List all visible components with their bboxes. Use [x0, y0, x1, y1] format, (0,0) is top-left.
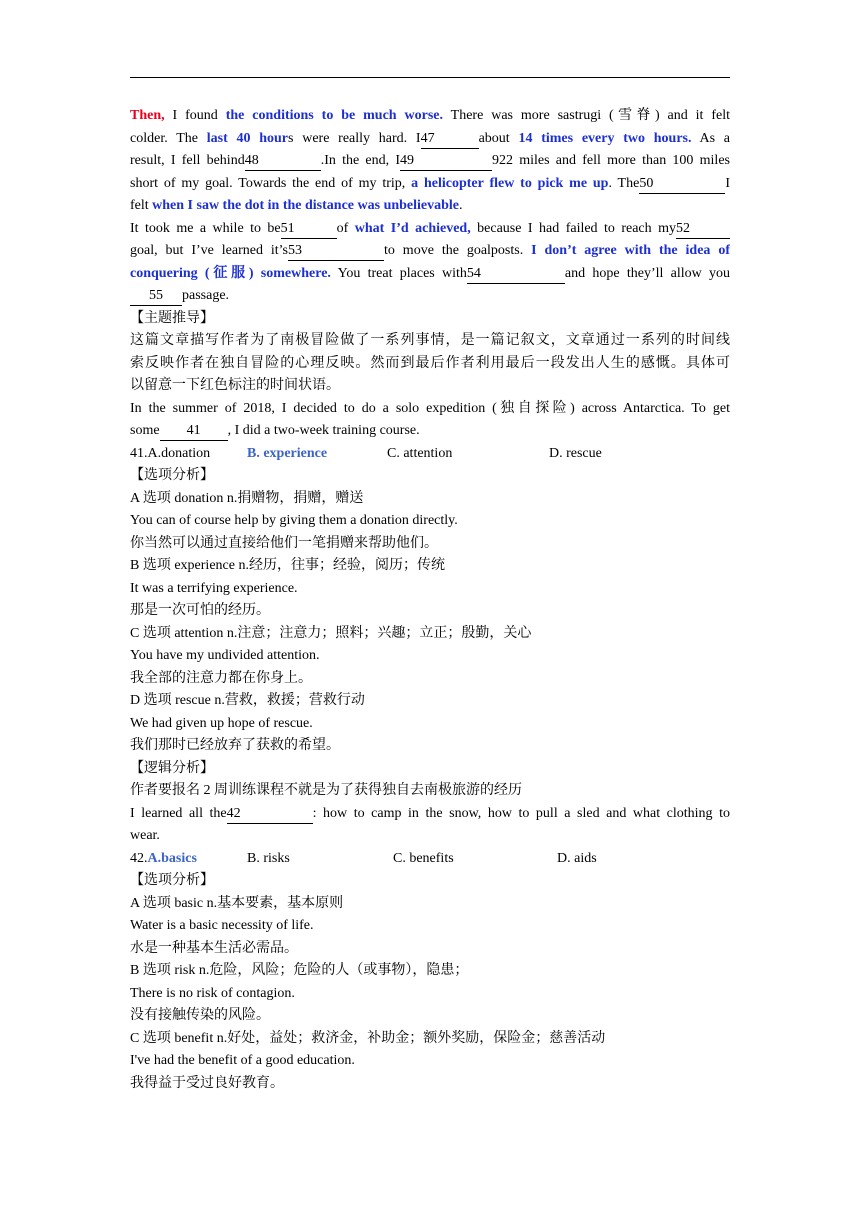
q41-intro-2 [130, 420, 730, 443]
text: about [478, 130, 519, 146]
highlight: when I saw the dot in the distance was unbelievable [152, 198, 460, 213]
blank-47: 47 [421, 130, 479, 149]
blank-41: 41 [160, 422, 228, 441]
blank-48: 48 [245, 152, 321, 171]
header-rule [130, 77, 730, 78]
q42-a-zh: 水是一种基本生活必需品。 [130, 940, 298, 956]
option-a-answer: A.basics [147, 850, 197, 866]
text: . [459, 198, 463, 213]
option-d: D. aids [557, 850, 597, 866]
q41-a-zh: 你当然可以通过直接给他们一笔捐赠来帮助他们。 [130, 535, 438, 551]
option-number: 42. [130, 850, 148, 866]
theme-line-2: 索反映作者在独自冒险的心理反映。然而到最后作者利用最后一段发出人生的感慨。具体可 [130, 355, 730, 371]
text: : how to camp in the snow, how to pull a sled and what clothing to [312, 805, 730, 821]
blank-54: 54 [467, 265, 565, 284]
blank-52: 52 [676, 220, 730, 239]
blank-49: 49 [400, 152, 492, 171]
text: There was more sastrugi (雪脊) and it felt [443, 108, 730, 123]
q42-b-def: B 选项 risk n.危险，风险；危险的人（或事物），隐患； [130, 963, 469, 978]
q42-b-en: There is no risk of contagion. [130, 985, 295, 1001]
time-marker: Then, [130, 108, 165, 123]
q41-a-en: You can of course help by giving them a donation directly. [130, 513, 458, 528]
q42-intro-2: wear. [130, 828, 160, 843]
q41-c-zh: 我全部的注意力都在你身上。 [130, 670, 312, 686]
text: colder. The [130, 130, 207, 146]
text: of [336, 220, 355, 236]
q42-options [130, 848, 730, 871]
q41-b-zh: 那是一次可怕的经历。 [130, 603, 270, 618]
passage-line-8 [130, 263, 730, 286]
theme-heading: 【主题推导】 [130, 310, 214, 326]
text: , I did a two-week training course. [227, 423, 420, 438]
q41-d-en: We had given up hope of rescue. [130, 715, 313, 731]
text: and hope they’ll allow you [564, 265, 730, 281]
text: As a [691, 130, 730, 146]
highlight: 14 times every two hours. [518, 130, 692, 146]
q41-d-zh: 我们那时已经放弃了获救的希望。 [130, 738, 340, 753]
text: It took me a while to be [130, 220, 281, 236]
text: I learned all the [130, 805, 227, 821]
option-b: B. risks [247, 850, 290, 866]
highlight: what I’d achieved, [354, 220, 471, 236]
q41-b-def: B 选项 experience n.经历，往事；经验，阅历；传统 [130, 558, 445, 573]
theme-line-3: 以留意一下红色标注的时间状语。 [130, 378, 340, 393]
text: result, I fell behind [130, 153, 245, 168]
q42-a-def: A 选项 basic n.基本要素，基本原则 [130, 895, 344, 911]
q41-intro-1: In the summer of 2018, I decided to do a solo expedition (独自探险) across Antarctica. To get [130, 400, 730, 416]
q42-c-en: I've had the benefit of a good education. [130, 1053, 355, 1068]
passage-line-4 [130, 173, 730, 196]
highlight: the conditions to be much worse. [225, 108, 443, 123]
q41-options [130, 443, 730, 466]
passage-line-3 [130, 150, 730, 173]
blank-51: 51 [281, 220, 337, 239]
q42-a-en: Water is a basic necessity of life. [130, 918, 314, 933]
q41-c-en: You have my undivided attention. [130, 648, 320, 663]
highlight: last 40 hour [206, 130, 289, 146]
text: short of my goal. Towards the end of my trip, [130, 175, 412, 191]
text: You treat places with [330, 265, 467, 281]
q41-logic: 作者要报名 2 周训练课程不就是为了获得独自去南极旅游的经历 [130, 783, 522, 798]
text: . The [608, 175, 640, 191]
text: because I had failed to reach my [470, 220, 676, 236]
q42-b-zh: 没有接触传染的风险。 [130, 1008, 270, 1023]
theme-line-1: 这篇文章描写作者为了南极冒险做了一系列事情，是一篇记叙文，文章通过一系列的时间线 [130, 333, 730, 348]
text: goal, but I’ve learned it’s [130, 243, 288, 258]
q41-d-def: D 选项 rescue n.营救，救援；营救行动 [130, 693, 365, 708]
blank-55: 55 [130, 287, 182, 306]
passage-line-5 [130, 195, 730, 218]
highlight: conquering (征服) somewhere. [130, 265, 331, 281]
q41-logic-heading: 【逻辑分析】 [130, 760, 214, 776]
option-c: C. attention [387, 445, 453, 461]
q42-analysis-heading: 【选项分析】 [130, 873, 214, 888]
text: passage. [182, 288, 230, 303]
text: I found [164, 108, 226, 123]
document-body [130, 105, 730, 1095]
q42-c-def: C 选项 benefit n.好处，益处；救济金，补助金；额外奖励，保险金；慈善活动 [130, 1030, 606, 1046]
q41-analysis-heading: 【选项分析】 [130, 468, 214, 483]
text: 922 miles and fell more than 100 miles [492, 153, 730, 168]
passage-line-2 [130, 128, 730, 151]
text: .In the end, I [320, 153, 401, 168]
option-d: D. rescue [549, 445, 602, 461]
text: felt [130, 198, 153, 213]
text: some [130, 423, 160, 438]
passage-line-7 [130, 240, 730, 263]
q41-c-def: C 选项 attention n.注意；注意力；照料；兴趣；立正；殷勤，关心 [130, 625, 532, 641]
text: to move the goalposts. [384, 243, 532, 258]
q41-a-def: A 选项 donation n.捐赠物，捐赠，赠送 [130, 490, 364, 506]
highlight: a helicopter flew to pick me up [411, 175, 609, 191]
q42-intro-1 [130, 803, 730, 826]
blank-42: 42 [227, 805, 313, 824]
passage-line-9 [130, 285, 730, 308]
q41-b-en: It was a terrifying experience. [130, 580, 298, 596]
highlight: I don’t agree with the idea of [531, 243, 730, 258]
passage-line-6 [130, 218, 730, 241]
text: s were really hard. I [288, 130, 421, 146]
blank-50: 50 [639, 175, 725, 194]
option-b-answer: B. experience [247, 445, 328, 461]
q42-c-zh: 我得益于受过良好教育。 [130, 1075, 284, 1091]
option-c: C. benefits [393, 850, 454, 866]
blank-53: 53 [288, 242, 384, 261]
option-a: 41.A.donation [130, 445, 211, 461]
text: I [725, 175, 730, 191]
passage-line-1 [130, 105, 730, 128]
